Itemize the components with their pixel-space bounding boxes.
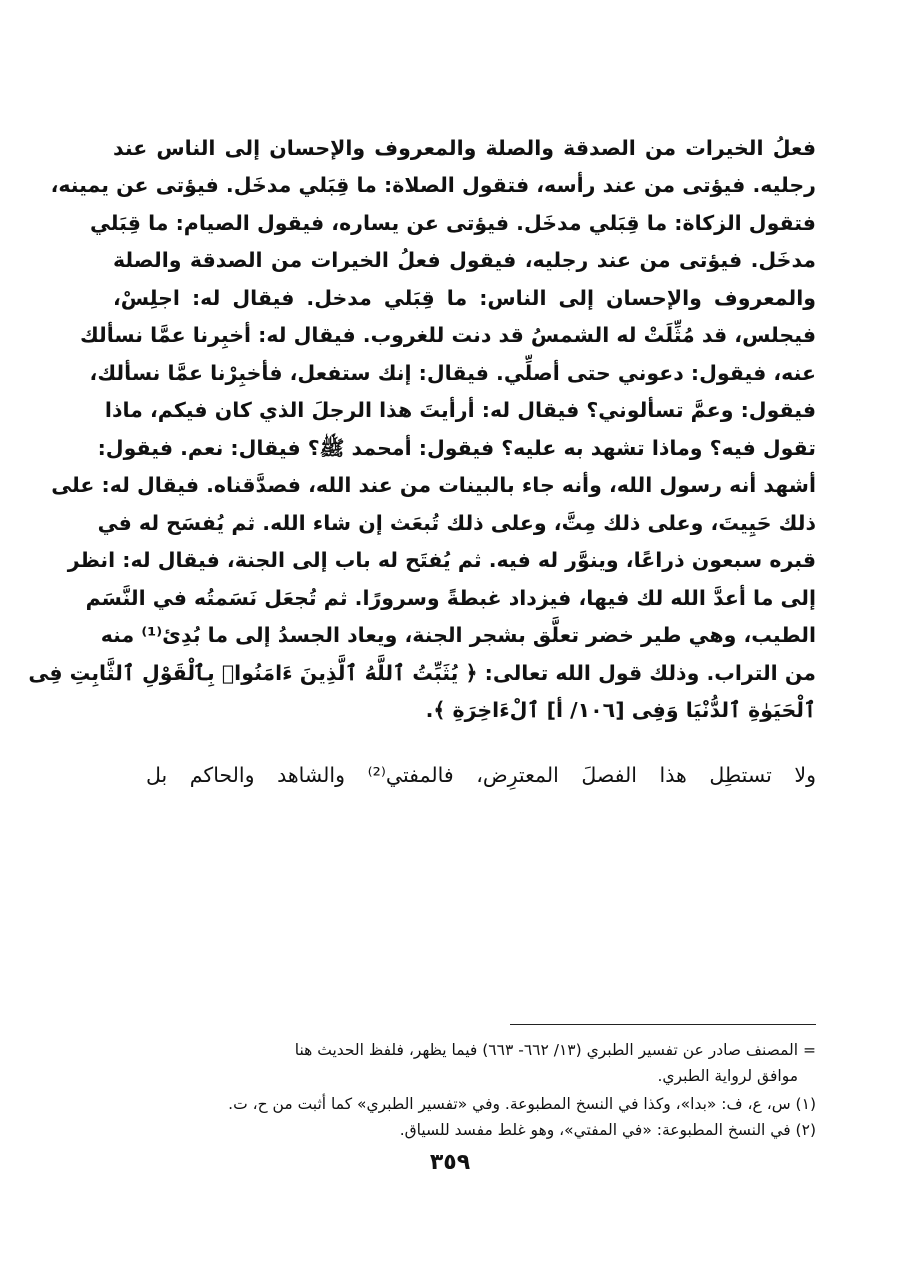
footnote-line: = المصنف صادر عن تفسير الطبري (١٣/ ٦٦٢- ٦٦٣) فيما يظهر، فلفظ الحديث هنا <box>294 1041 816 1059</box>
text-line: عنه، فيقول: دعوني حتى أصلِّي. فيقال: إنك ستفعل، فأخبِرْنا عمَّا نسألك، <box>89 361 816 385</box>
text-line: فعلُ الخيرات من الصدقة والصلة والمعروف والإحسان إلى الناس عند <box>113 136 816 160</box>
text-line: والمعروف والإحسان إلى الناس: ما قِبَلي مدخل. فيقال له: اجلِسْ، <box>113 286 816 310</box>
text-line: رجليه. فيؤتى من عند رأسه، فتقول الصلاة: ما قِبَلي مدخَل. فيؤتى عن يمينه، <box>50 173 816 197</box>
text-line: مدخَل. فيؤتى من عند رجليه، فيقول فعلُ الخيرات من الصدقة والصلة <box>113 248 816 272</box>
footnote-2: (٢) في النسخ المطبوعة: «في المفتي»، وهو غلط مفسد للسياق. <box>399 1121 816 1139</box>
text-line: قبره سبعون ذراعًا، وينوَّر له فيه. ثم يُفتَح له باب إلى الجنة، فيقال له: انظر <box>67 548 816 572</box>
text-line: إلى ما أعدَّ الله لك فيها، فيزداد غبطةً وسرورًا. ثم تُجعَل نَسَمتُه في النَّسَم <box>85 586 816 610</box>
text-line: الطيب، وهي طير خضر تعلَّق بشجر الجنة، ويعاد الجسدُ إلى ما بُدِئ⁽¹⁾ منه <box>100 623 816 647</box>
text-line: فتقول الزكاة: ما قِبَلي مدخَل. فيؤتى عن يساره، فيقول الصيام: ما قِبَلي <box>90 211 816 235</box>
text-line: فيجلس، قد مُثِّلَتْ له الشمسُ قد دنت للغروب. فيقال له: أخبِرنا عمَّا نسألك <box>79 323 816 347</box>
footnote-line: موافق لرواية الطبري. <box>657 1067 798 1085</box>
paragraph-line: ولا تستطِل هذا الفصلَ المعترِض، فالمفتي⁽²⁾ والشاهد والحاكم بل <box>146 763 816 787</box>
page-number: ٣٥٩ <box>429 1150 471 1175</box>
text-line: تقول فيه؟ وماذا تشهد به عليه؟ فيقول: أمحمد ﷺ؟ فيقال: نعم. فيقول: <box>97 436 816 460</box>
footnote-divider <box>510 1024 816 1025</box>
text-line: أشهد أنه رسول الله، وأنه جاء بالبينات من عند الله، فصدَّقناه. فيقال له: على <box>51 473 816 497</box>
text-line: فيقول: وعمَّ تسألوني؟ فيقال له: أرأيتَ هذا الرجلَ الذي كان فيكم، ماذا <box>104 398 816 422</box>
text-line: ذلك حَيِيتَ، وعلى ذلك مِتَّ، وعلى ذلك تُبعَث إن شاء الله. ثم يُفسَح له في <box>97 511 816 535</box>
quran-line: ٱلْحَيَوٰةِ ٱلدُّنْيَا وَفِى [١٠٦/ أ] ٱلْءَاخِرَةِ ﴾. <box>425 698 816 722</box>
footnote-1: (١) س، ع، ف: «بدا»، وكذا في النسخ المطبوعة. وفي «تفسير الطبري» كما أثبت من ح، ت. <box>228 1095 816 1113</box>
quran-line: من التراب. وذلك قول الله تعالى: ﴿ يُثَبِّتُ ٱللَّهُ ٱلَّذِينَ ءَامَنُوا۟ بِٱلْقَوْلِ ٱلثَّابِتِ فِى <box>28 661 816 685</box>
